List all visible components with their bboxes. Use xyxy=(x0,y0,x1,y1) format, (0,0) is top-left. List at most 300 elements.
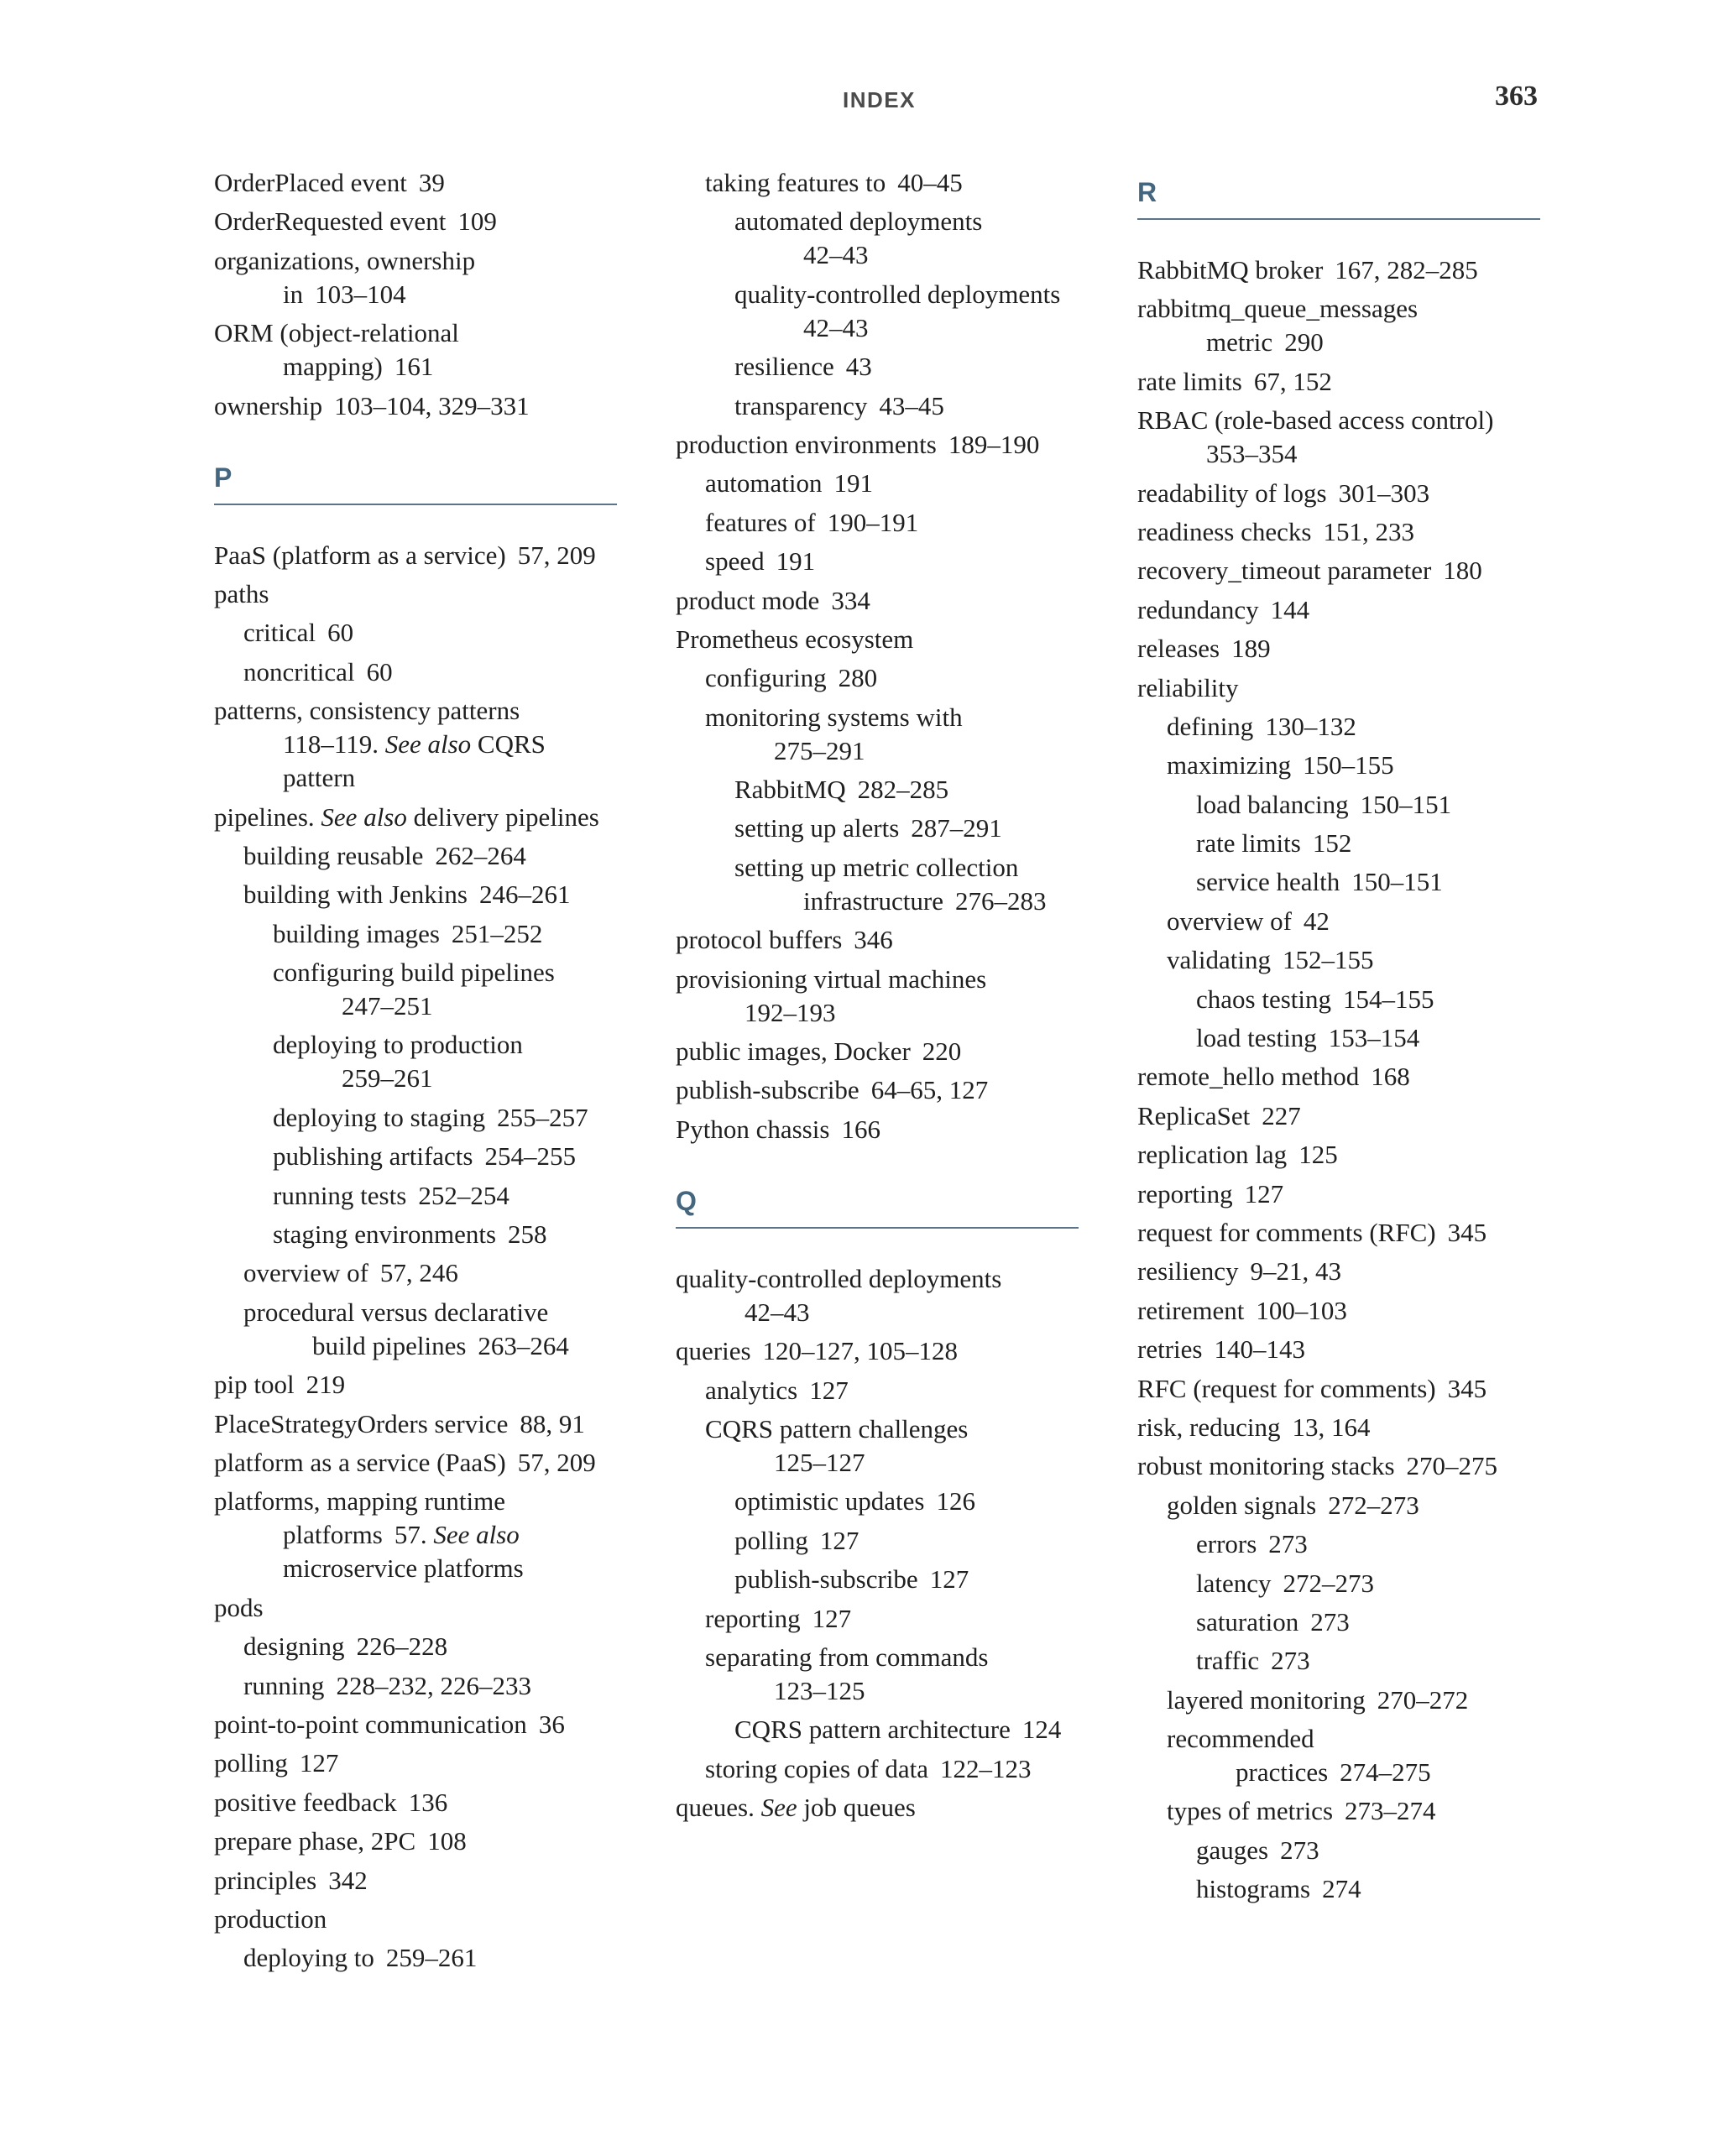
entry-text: CQRS xyxy=(471,729,546,760)
index-entry xyxy=(1137,749,1540,782)
page-reference: 287–291 xyxy=(911,813,1002,843)
entry-text: microservice platforms xyxy=(283,1553,524,1584)
page-reference: 273–274 xyxy=(1345,1796,1436,1826)
entry-text: 259–261 xyxy=(342,1063,433,1094)
page-reference: 120–127, 105–128 xyxy=(762,1336,959,1366)
page-reference: 276–283 xyxy=(954,885,1047,916)
entry-line xyxy=(1137,1140,1338,1169)
entry-text: rabbitmq_queue_messages xyxy=(1137,294,1419,324)
entry-text: building images xyxy=(273,918,440,948)
entry-line xyxy=(1137,1218,1486,1247)
index-entry xyxy=(676,623,1079,656)
page-reference: 168 xyxy=(1371,1062,1410,1092)
index-entry xyxy=(214,389,617,423)
page-reference: 166 xyxy=(841,1114,880,1144)
entry-text: 247–251 xyxy=(342,991,433,1021)
entry-line xyxy=(1137,1296,1347,1325)
index-entry xyxy=(676,1334,1079,1368)
entry-text: automated deployments xyxy=(734,206,983,237)
entry-text: Python chassis xyxy=(676,1114,830,1144)
entry-text: remote_hello method xyxy=(1137,1062,1360,1092)
entry-line xyxy=(1137,595,1309,624)
index-entry xyxy=(214,1941,617,1975)
page-reference: 259–261 xyxy=(385,1943,478,1973)
entry-line xyxy=(1196,1646,1310,1675)
page-reference: 280 xyxy=(838,663,878,693)
entry-continuation-line xyxy=(705,1674,1079,1708)
entry-line xyxy=(214,1486,505,1516)
entry-continuation-line xyxy=(214,278,617,311)
entry-continuation-line xyxy=(705,1446,1079,1480)
entry-text: designing xyxy=(243,1631,345,1662)
entry-line xyxy=(273,1141,576,1171)
index-entry xyxy=(1137,477,1540,510)
entry-line xyxy=(243,880,570,909)
index-entry xyxy=(214,1256,617,1290)
index-entry xyxy=(214,801,617,834)
entry-line xyxy=(273,1103,588,1132)
page-reference: 220 xyxy=(922,1036,962,1067)
index-entry xyxy=(676,467,1079,500)
entry-text: service health xyxy=(1196,867,1340,897)
entry-line xyxy=(1196,867,1443,896)
entry-line xyxy=(214,1826,467,1856)
entry-line xyxy=(1137,1062,1410,1091)
page-reference: 273 xyxy=(1310,1606,1350,1637)
index-entry xyxy=(1137,1794,1540,1828)
page-reference: 127 xyxy=(819,1525,860,1555)
index-entry xyxy=(676,661,1079,695)
entry-line xyxy=(1196,1569,1374,1598)
entry-line xyxy=(1167,945,1373,974)
entry-line xyxy=(1137,1451,1497,1480)
index-entry xyxy=(214,878,617,911)
index-entry xyxy=(214,1630,617,1663)
entry-line xyxy=(734,352,872,381)
index-entry xyxy=(676,545,1079,578)
index-entry xyxy=(1137,827,1540,860)
entry-line xyxy=(273,919,542,948)
page-reference: 334 xyxy=(831,585,870,615)
index-entry xyxy=(1137,1684,1540,1717)
cross-reference-label: See also xyxy=(433,1520,520,1550)
entry-text: ReplicaSet xyxy=(1137,1100,1251,1130)
page-reference: 270–272 xyxy=(1377,1684,1469,1715)
entry-continuation-line xyxy=(273,989,617,1023)
entry-text: separating from commands xyxy=(705,1642,989,1672)
entry-text: storing copies of data xyxy=(705,1753,929,1783)
entry-text: load balancing xyxy=(1196,789,1349,819)
index-entry xyxy=(1137,404,1540,471)
page-reference: 189–190 xyxy=(948,429,1040,459)
index-entry xyxy=(214,1669,617,1703)
page-reference: 88, 91 xyxy=(520,1408,585,1438)
page-reference: 191 xyxy=(833,468,873,499)
entry-line xyxy=(705,1376,849,1405)
page-reference: 161 xyxy=(394,352,434,382)
entry-line xyxy=(734,813,1002,843)
page-reference: 13, 164 xyxy=(1292,1412,1371,1442)
entry-text: RFC (request for comments) xyxy=(1137,1373,1436,1403)
entry-line xyxy=(1196,1023,1419,1052)
index-entry xyxy=(214,1407,617,1441)
entry-continuation-line xyxy=(214,1518,617,1552)
entry-text: configuring build pipelines xyxy=(273,958,555,988)
entry-line xyxy=(243,1631,447,1661)
index-column-3 xyxy=(1137,166,1540,1912)
entry-text: rate limits xyxy=(1137,366,1242,396)
index-entry xyxy=(214,1864,617,1898)
page-reference: 246–261 xyxy=(478,880,571,910)
page-reference: 57, 246 xyxy=(379,1258,458,1288)
index-entry xyxy=(1137,1872,1540,1906)
index-entry xyxy=(676,851,1079,918)
index-entry xyxy=(676,1412,1079,1480)
entry-text: 42–43 xyxy=(803,312,869,342)
index-entry xyxy=(1137,1138,1540,1172)
index-entry xyxy=(214,577,617,611)
page-reference: 272–273 xyxy=(1328,1490,1419,1520)
entry-continuation-line xyxy=(676,1296,1079,1329)
index-entry xyxy=(214,1825,617,1858)
page-reference: 263–264 xyxy=(478,1330,569,1360)
index-entry xyxy=(1137,1060,1540,1094)
page-reference: 150–151 xyxy=(1360,789,1452,819)
index-entry xyxy=(676,1713,1079,1746)
index-entry xyxy=(676,773,1079,807)
entry-line xyxy=(676,1075,988,1104)
entry-text: reporting xyxy=(1137,1178,1233,1209)
entry-line xyxy=(1167,712,1356,741)
entry-line xyxy=(273,1219,547,1249)
index-entry xyxy=(676,1563,1079,1596)
entry-text: robust monitoring stacks xyxy=(1137,1451,1395,1481)
page-reference: 255–257 xyxy=(497,1102,588,1132)
index-entry xyxy=(1137,1567,1540,1600)
entry-line xyxy=(1137,1101,1301,1130)
entry-text: staging environments xyxy=(273,1219,497,1250)
entry-text: provisioning virtual machines xyxy=(676,963,987,994)
entry-text: production xyxy=(214,1903,327,1934)
index-entry xyxy=(214,956,617,1023)
entry-text: running tests xyxy=(273,1180,407,1210)
page-reference: 262–264 xyxy=(435,840,526,870)
entry-text: infrastructure xyxy=(803,885,943,916)
entry-text: RBAC (role-based access control) xyxy=(1137,405,1494,436)
entry-line xyxy=(1137,255,1478,285)
entry-line xyxy=(243,618,353,647)
entry-line xyxy=(1137,1179,1283,1209)
index-entry xyxy=(214,1591,617,1625)
page-reference: 43–45 xyxy=(879,390,944,420)
entry-line xyxy=(705,168,963,197)
entry-text: OrderPlaced event xyxy=(214,168,407,197)
entry-line xyxy=(273,1181,509,1210)
index-entry xyxy=(676,166,1079,200)
entry-text: layered monitoring xyxy=(1167,1684,1366,1715)
page-reference: 60 xyxy=(366,656,393,686)
entry-text: saturation xyxy=(1196,1606,1299,1637)
entry-line xyxy=(705,702,963,732)
entry-text: maximizing xyxy=(1167,750,1292,780)
page-reference: 36 xyxy=(538,1709,565,1739)
index-entry xyxy=(1137,292,1540,359)
index-entry xyxy=(1137,1489,1540,1522)
entry-line xyxy=(273,1030,523,1059)
entry-line xyxy=(1196,1835,1319,1865)
index-entry xyxy=(214,1485,617,1585)
page-reference: 57. xyxy=(394,1520,434,1550)
page-reference: 64–65, 127 xyxy=(870,1075,989,1105)
entry-text: building with Jenkins xyxy=(243,880,468,910)
index-entry xyxy=(214,1101,617,1135)
entry-line xyxy=(734,1715,1061,1744)
index-entry xyxy=(214,1368,617,1402)
entry-text: setting up alerts xyxy=(734,813,900,843)
entry-line xyxy=(1137,1334,1305,1364)
entry-line xyxy=(214,1593,264,1622)
entry-text: reporting xyxy=(705,1603,801,1633)
entry-line xyxy=(243,1943,477,1972)
entry-text: pip tool xyxy=(214,1370,295,1400)
page-reference: 136 xyxy=(408,1787,448,1817)
page-reference: 57, 209 xyxy=(517,540,596,570)
entry-line xyxy=(676,586,870,615)
page-reference: 228–232, 226–233 xyxy=(336,1670,531,1700)
entry-line xyxy=(734,1526,859,1555)
page-reference: 273 xyxy=(1271,1646,1310,1676)
entry-text: prepare phase, 2PC xyxy=(214,1826,416,1856)
page-reference: 219 xyxy=(306,1370,346,1400)
page-reference: 345 xyxy=(1447,1217,1487,1247)
index-entry xyxy=(1137,1255,1540,1288)
index-entry xyxy=(676,278,1079,345)
index-entry xyxy=(1137,1527,1540,1561)
entry-continuation-line xyxy=(1137,326,1540,359)
entry-line xyxy=(676,1336,958,1365)
index-entry xyxy=(676,1262,1079,1329)
entry-text: histograms xyxy=(1196,1874,1311,1904)
index-entry xyxy=(1137,253,1540,287)
index-entry xyxy=(214,316,617,384)
page-reference: 274 xyxy=(1322,1874,1361,1904)
page-reference: 150–155 xyxy=(1303,750,1394,780)
entry-continuation-line xyxy=(734,885,1079,918)
index-entry xyxy=(1137,632,1540,666)
entry-text: noncritical xyxy=(243,656,355,686)
entry-line xyxy=(734,775,948,804)
page-reference: 189 xyxy=(1231,634,1271,664)
entry-text: reliability xyxy=(1137,672,1239,702)
entry-text: retries xyxy=(1137,1334,1203,1365)
page-reference: 191 xyxy=(776,546,816,577)
entry-text: practices xyxy=(1236,1757,1329,1788)
section-letter: P xyxy=(214,462,233,493)
page-reference: 39 xyxy=(418,168,445,197)
index-entry xyxy=(1137,515,1540,549)
entry-line xyxy=(243,1671,531,1700)
entry-line xyxy=(1137,673,1239,702)
entry-text: in xyxy=(283,279,304,309)
entry-text: redundancy xyxy=(1137,594,1259,624)
page-reference: 103–104, 329–331 xyxy=(334,390,530,420)
page-reference: 273 xyxy=(1280,1835,1319,1865)
page-reference: 282–285 xyxy=(857,775,949,805)
entry-text: patterns, consistency patterns xyxy=(214,696,520,726)
entry-text: optimistic updates xyxy=(734,1486,925,1517)
page-reference: 258 xyxy=(508,1219,547,1250)
page-reference: 290 xyxy=(1284,327,1324,358)
entry-line xyxy=(1137,294,1418,323)
page-reference: 151, 233 xyxy=(1323,516,1414,546)
page-reference: 273 xyxy=(1268,1529,1308,1559)
page-reference: 9–21, 43 xyxy=(1250,1256,1342,1287)
index-entry xyxy=(1137,865,1540,899)
index-entry xyxy=(1137,671,1540,705)
section-header-q xyxy=(676,1175,1079,1229)
page-reference: 57, 209 xyxy=(517,1447,596,1477)
entry-continuation-line xyxy=(676,996,1079,1030)
index-entry xyxy=(1137,1021,1540,1055)
entry-text: 42–43 xyxy=(803,240,869,270)
entry-text: taking features to xyxy=(705,168,886,197)
page-reference: 190–191 xyxy=(827,507,919,537)
entry-text: retirement xyxy=(1137,1295,1245,1325)
entry-continuation-line xyxy=(214,350,617,384)
entry-line xyxy=(1167,1685,1468,1715)
page-reference: 301–303 xyxy=(1338,478,1430,508)
index-entry xyxy=(214,244,617,311)
entry-text: gauges xyxy=(1196,1835,1269,1865)
page-reference: 154–155 xyxy=(1343,984,1434,1014)
page-reference: 125 xyxy=(1298,1140,1338,1170)
index-column-2 xyxy=(676,166,1079,1830)
entry-text: risk, reducing xyxy=(1137,1412,1281,1442)
index-entry xyxy=(214,839,617,873)
entry-line xyxy=(1167,1490,1419,1520)
entry-line xyxy=(1137,367,1332,396)
entry-text: PlaceStrategyOrders service xyxy=(214,1408,509,1438)
entry-text: quality-controlled deployments xyxy=(734,279,1061,309)
entry-line xyxy=(243,1297,548,1327)
entry-text: production environments xyxy=(676,429,937,459)
cross-reference-label: See also xyxy=(321,801,407,832)
entry-line xyxy=(214,206,497,236)
running-head: INDEX xyxy=(843,87,916,112)
index-entry xyxy=(1137,365,1540,399)
page-reference: 40–45 xyxy=(897,168,963,197)
entry-text: latency xyxy=(1196,1568,1272,1598)
index-entry xyxy=(1137,1216,1540,1250)
index-entry xyxy=(214,1028,617,1095)
entry-text: deploying to xyxy=(243,1943,374,1973)
index-entry xyxy=(1137,1834,1540,1867)
index-entry xyxy=(214,166,617,200)
entry-line xyxy=(676,964,986,994)
entry-line xyxy=(273,958,555,987)
index-entry xyxy=(1137,593,1540,627)
page-reference: 122–123 xyxy=(940,1753,1032,1783)
entry-line xyxy=(734,1486,975,1516)
entry-line xyxy=(1137,405,1493,435)
entry-text: configuring xyxy=(705,663,827,693)
index-entry xyxy=(1137,788,1540,822)
page-reference: 346 xyxy=(854,925,893,955)
index-entry xyxy=(1137,905,1540,938)
entry-line xyxy=(214,1788,447,1817)
entry-line xyxy=(214,168,445,197)
index-entry xyxy=(214,1179,617,1213)
page-reference: 254–255 xyxy=(484,1141,576,1172)
entry-text: protocol buffers xyxy=(676,925,843,955)
entry-continuation-line xyxy=(273,1062,617,1095)
entry-text: ownership xyxy=(214,390,323,420)
entry-continuation-line xyxy=(705,734,1079,768)
entry-text: defining xyxy=(1167,711,1254,741)
index-entry xyxy=(676,923,1079,957)
index-entry xyxy=(676,812,1079,845)
page-reference: 274–275 xyxy=(1340,1757,1431,1788)
page-reference: 227 xyxy=(1262,1100,1301,1130)
index-entry xyxy=(676,506,1079,540)
entry-text: product mode xyxy=(676,585,820,615)
entry-text: deploying to production xyxy=(273,1030,523,1060)
index-entry xyxy=(676,1524,1079,1558)
entry-text: critical xyxy=(243,618,316,648)
entry-line xyxy=(214,246,475,275)
entry-continuation-line xyxy=(243,1329,617,1363)
entry-text: paths xyxy=(214,578,269,608)
entry-text: quality-controlled deployments xyxy=(676,1263,1002,1293)
index-entry xyxy=(214,1140,617,1173)
entry-text: RabbitMQ broker xyxy=(1137,255,1324,285)
index-entry xyxy=(676,1113,1079,1146)
entry-line xyxy=(705,1604,851,1633)
entry-line xyxy=(1196,828,1351,858)
entry-text: mapping) xyxy=(283,352,383,382)
entry-text: chaos testing xyxy=(1196,984,1331,1014)
section-header-r xyxy=(1137,166,1540,220)
entry-text: deploying to staging xyxy=(273,1102,486,1132)
entry-line xyxy=(676,1264,1001,1293)
index-entry xyxy=(676,205,1079,272)
index-entry xyxy=(214,1708,617,1741)
entry-line xyxy=(734,206,982,236)
entry-text: 118–119. xyxy=(283,729,385,760)
index-entry xyxy=(214,1746,617,1780)
index-entry xyxy=(214,1786,617,1819)
index-entry xyxy=(1137,1605,1540,1639)
page-reference: 100–103 xyxy=(1256,1295,1347,1325)
entry-text: golden signals xyxy=(1167,1490,1317,1520)
page-reference: 109 xyxy=(457,206,497,237)
entry-continuation-line xyxy=(214,728,617,761)
page-reference: 140–143 xyxy=(1214,1334,1305,1365)
entry-continuation-line xyxy=(734,238,1079,272)
entry-text: features of xyxy=(705,507,816,537)
entry-line xyxy=(1137,1412,1370,1442)
entry-line xyxy=(1137,634,1271,663)
entry-text: queues. xyxy=(676,1793,761,1823)
index-entry xyxy=(214,917,617,951)
entry-text: request for comments (RFC) xyxy=(1137,1217,1436,1247)
entry-line xyxy=(1137,556,1482,585)
entry-line xyxy=(243,1258,458,1287)
entry-continuation-line xyxy=(214,761,617,795)
page-reference: 108 xyxy=(427,1826,467,1856)
entry-line xyxy=(214,579,269,608)
entry-text: Prometheus ecosystem xyxy=(676,624,914,654)
